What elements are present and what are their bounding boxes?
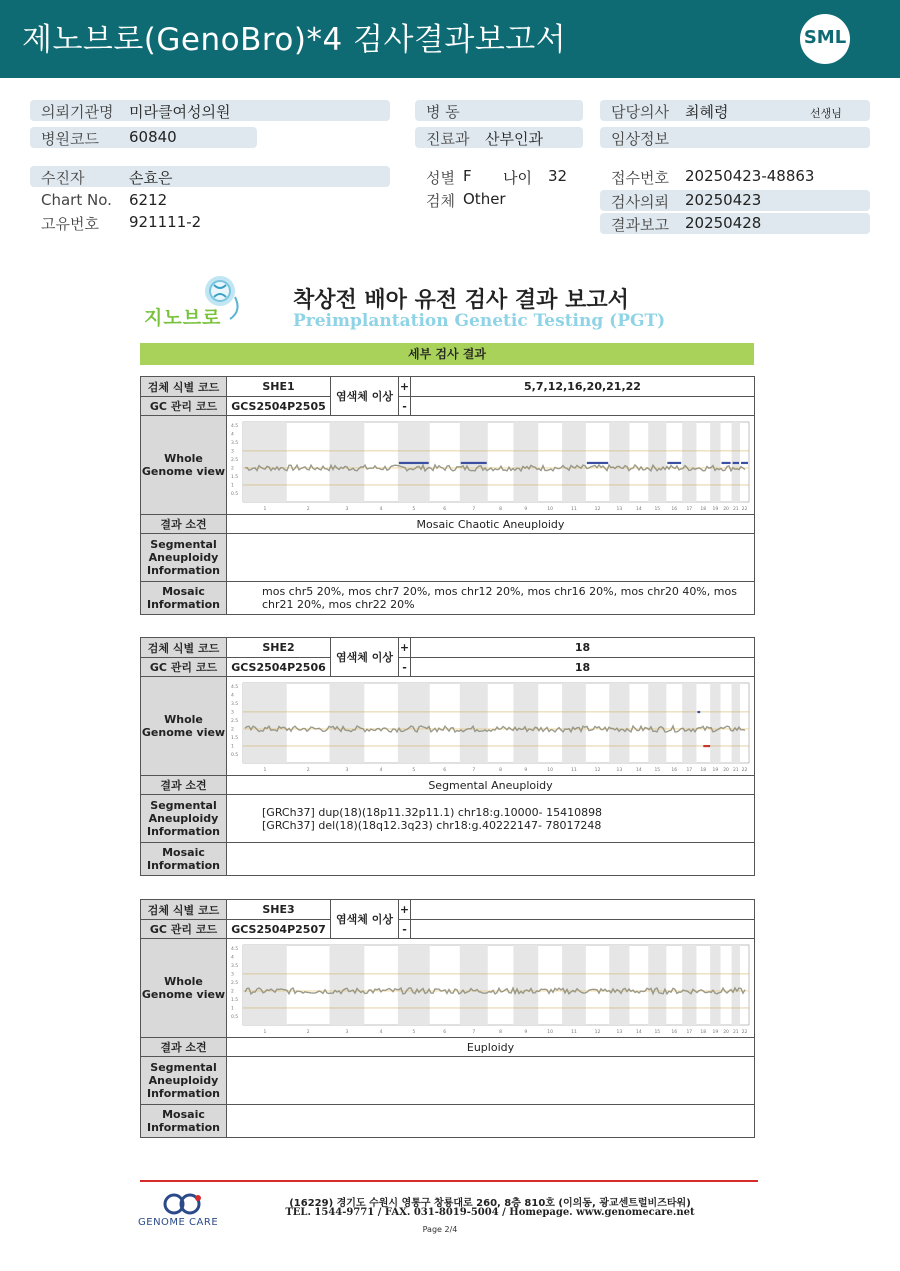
chromosome-tick-label: 10 — [547, 768, 554, 773]
document-title: 제노브로(GenoBro)*4 검사결과보고서 — [22, 22, 567, 58]
gc-code-label: GC 관리 코드 — [141, 658, 227, 677]
specimen-label: 검체 — [426, 192, 455, 210]
specimen-value: Other — [463, 190, 506, 208]
footer-address: (16229) 경기도 수원시 영통구 창룡대로 260, 8층 810호 (이의동, 광교센트럴비즈타워) — [289, 1198, 691, 1209]
chromosome-tick-label: 19 — [712, 768, 719, 773]
sample-table-3 — [140, 899, 755, 1138]
chromosome-band — [682, 945, 696, 1025]
chromosome-band — [562, 422, 586, 502]
chromosome-tick-label: 4 — [379, 768, 383, 773]
chromosome-band — [682, 683, 696, 763]
chart-label: Chart No. — [41, 191, 112, 209]
chromosome-tick-label: 15 — [654, 507, 661, 512]
genome-plot — [229, 941, 753, 1035]
chromosome-tick-label: 18 — [700, 768, 707, 773]
chromosome-band — [710, 422, 720, 502]
genome-plot — [229, 679, 753, 773]
sex-label: 성별 — [426, 169, 455, 187]
plot-frame — [243, 683, 749, 763]
doctor-label: 담당의사 — [611, 103, 669, 121]
dup-segment — [697, 711, 700, 713]
sml-logo — [800, 14, 850, 64]
sample-table-2 — [140, 637, 755, 876]
gain-segment — [587, 462, 608, 464]
chromosome-band — [710, 683, 720, 763]
chromosome-band — [562, 945, 586, 1025]
hospital-row — [30, 100, 390, 121]
chromosome-band — [243, 945, 287, 1025]
name-label: 수진자 — [41, 169, 85, 187]
y-tick-label: 2.5 — [231, 980, 239, 986]
genome-care-logo — [138, 1192, 228, 1232]
chromosome-band — [330, 945, 365, 1025]
y-tick-label: 4.5 — [231, 423, 239, 429]
chromosome-band — [398, 945, 430, 1025]
doctor-suffix: 선생님 — [810, 107, 842, 120]
gain-segment — [667, 462, 681, 464]
chromosome-band — [732, 945, 740, 1025]
minus-value — [411, 920, 755, 939]
ward-row — [415, 100, 583, 121]
plus-value: 5,7,12,16,20,21,22 — [411, 377, 755, 397]
sample-code-label: 검체 식별 코드 — [141, 900, 227, 920]
segmental-label: Segmental Aneuploidy Information — [141, 795, 227, 843]
segmental-value — [227, 1057, 755, 1105]
chromosome-tick-label: 21 — [732, 768, 739, 773]
sample-code-value: SHE1 — [227, 377, 331, 397]
y-tick-label: 1.5 — [231, 735, 239, 741]
chromosome-tick-label: 11 — [571, 1030, 577, 1035]
genome-care-text: GENOME CARE — [138, 1217, 219, 1228]
chromosome-band — [562, 683, 586, 763]
y-tick-label: 1 — [231, 1006, 234, 1012]
gc-code-value: GCS2504P2506 — [227, 658, 331, 677]
y-tick-label: 3 — [231, 449, 234, 455]
page-number: Page 2/4 — [422, 1225, 458, 1234]
hospital-value: 미라클여성의원 — [129, 103, 231, 121]
chromosome-tick-label: 5 — [412, 768, 416, 773]
plot-frame — [243, 945, 749, 1025]
section-title: 세부 검사 결과 — [140, 343, 754, 365]
sample-code-label: 검체 식별 코드 — [141, 377, 227, 397]
result-label: 결과 소견 — [141, 776, 227, 795]
report-label: 결과보고 — [611, 216, 669, 234]
mosaic-label: Mosaic Information — [141, 1105, 227, 1138]
y-tick-label: 0.5 — [231, 491, 239, 497]
chromosome-tick-label: 17 — [686, 507, 693, 512]
chromosome-tick-label: 1 — [263, 1030, 267, 1035]
sex-age-row — [415, 166, 595, 187]
chrom-abn-label: 염색체 이상 — [331, 900, 399, 939]
receipt-row — [600, 166, 870, 187]
chromosome-tick-label: 8 — [499, 507, 503, 512]
chromosome-tick-label: 18 — [700, 1030, 707, 1035]
sml-logo-text: SML — [803, 27, 847, 48]
report-value: 20250428 — [685, 214, 762, 232]
genobro-logo-text: 지노브로 — [144, 307, 222, 329]
y-tick-label: 0.5 — [231, 752, 239, 758]
chromosome-tick-label: 14 — [635, 1030, 642, 1035]
chromosome-band — [330, 422, 365, 502]
chromosome-tick-label: 2 — [306, 507, 310, 512]
sample-code-label: 검체 식별 코드 — [141, 638, 227, 658]
gc-code-label: GC 관리 코드 — [141, 920, 227, 939]
chromosome-tick-label: 20 — [723, 768, 729, 773]
ward-label: 병 동 — [426, 103, 460, 121]
chromosome-tick-label: 6 — [443, 1030, 447, 1035]
clinical-label: 임상정보 — [611, 130, 669, 148]
gain-segment — [741, 462, 748, 464]
mosaic-value — [227, 843, 755, 876]
chromosome-tick-label: 13 — [616, 1030, 623, 1035]
gain-segment — [461, 462, 487, 464]
report-title: 착상전 배아 유전 검사 결과 보고서 — [293, 288, 629, 313]
chromosome-band — [710, 945, 720, 1025]
y-tick-label: 4 — [231, 432, 234, 438]
chromosome-tick-label: 22 — [741, 507, 748, 512]
chromosome-band — [460, 945, 488, 1025]
chromosome-tick-label: 2 — [306, 1030, 310, 1035]
hospital-code-row — [30, 127, 257, 148]
chromosome-tick-label: 18 — [700, 507, 707, 512]
gc-code-value: GCS2504P2505 — [227, 397, 331, 416]
minus-sign: - — [399, 658, 411, 677]
chromosome-band — [609, 945, 629, 1025]
chromosome-tick-label: 11 — [571, 768, 577, 773]
y-tick-label: 1 — [231, 744, 234, 750]
y-tick-label: 1.5 — [231, 997, 239, 1003]
chromosome-tick-label: 8 — [499, 768, 503, 773]
genome-plot — [229, 418, 753, 512]
clinical-row — [600, 127, 870, 148]
minus-value — [411, 397, 755, 416]
request-value: 20250423 — [685, 191, 762, 209]
chromosome-band — [732, 683, 740, 763]
chromosome-tick-label: 2 — [306, 768, 310, 773]
chromosome-tick-label: 15 — [654, 1030, 661, 1035]
y-tick-label: 2 — [231, 727, 234, 733]
report-row — [600, 213, 870, 234]
result-value: Mosaic Chaotic Aneuploidy — [227, 515, 755, 534]
gain-segment — [399, 462, 429, 464]
chromosome-tick-label: 13 — [616, 768, 623, 773]
chromosome-tick-label: 12 — [594, 768, 601, 773]
id-label: 고유번호 — [41, 215, 99, 233]
chromosome-band — [609, 683, 629, 763]
chromosome-tick-label: 22 — [741, 1030, 748, 1035]
mosaic-label: Mosaic Information — [141, 582, 227, 615]
sample-code-value: SHE3 — [227, 900, 331, 920]
chromosome-tick-label: 16 — [671, 1030, 678, 1035]
y-tick-label: 3.5 — [231, 963, 239, 969]
footer-divider — [140, 1180, 758, 1182]
chromosome-band — [648, 683, 666, 763]
chromosome-tick-label: 22 — [741, 768, 748, 773]
chromosome-tick-label: 5 — [412, 1030, 416, 1035]
chromosome-tick-label: 3 — [345, 507, 349, 512]
y-tick-label: 2.5 — [231, 718, 239, 724]
chromosome-band — [648, 422, 666, 502]
chromosome-tick-label: 7 — [472, 1030, 476, 1035]
result-value: Euploidy — [227, 1038, 755, 1057]
y-tick-label: 2.5 — [231, 457, 239, 463]
chromosome-band — [460, 683, 488, 763]
chromosome-tick-label: 3 — [345, 768, 349, 773]
chrom-abn-label: 염색체 이상 — [331, 638, 399, 677]
chromosome-tick-label: 1 — [263, 507, 267, 512]
doctor-row — [600, 100, 870, 121]
age-label: 나이 — [503, 169, 532, 187]
chromosome-tick-label: 3 — [345, 1030, 349, 1035]
chromosome-band — [513, 683, 538, 763]
chromosome-band — [609, 422, 629, 502]
id-value: 921111-2 — [129, 213, 202, 231]
y-tick-label: 3 — [231, 972, 234, 978]
chromosome-tick-label: 16 — [671, 768, 678, 773]
segmental-label: Segmental Aneuploidy Information — [141, 1057, 227, 1105]
chromosome-tick-label: 20 — [723, 507, 729, 512]
segmental-line: [GRCh37] dup(18)(18p11.32p11.1) chr18:g.10000- 15410898 — [262, 805, 603, 819]
chromosome-band — [648, 945, 666, 1025]
gc-code-label: GC 관리 코드 — [141, 397, 227, 416]
chromosome-tick-label: 6 — [443, 507, 447, 512]
gain-segment — [733, 462, 739, 464]
y-tick-label: 3.5 — [231, 701, 239, 707]
whole-genome-label: Whole Genome view — [141, 416, 227, 515]
request-label: 검사의뢰 — [611, 193, 669, 211]
genome-plot-cell — [227, 677, 755, 776]
chromosome-band — [330, 683, 365, 763]
plus-value: 18 — [411, 638, 755, 658]
segmental-line: [GRCh37] del(18)(18q12.3q23) chr18:g.40222147- 78017248 — [262, 818, 602, 832]
chromosome-tick-label: 19 — [712, 507, 719, 512]
y-tick-label: 4 — [231, 693, 234, 699]
whole-genome-label: Whole Genome view — [141, 677, 227, 776]
chromosome-tick-label: 7 — [472, 768, 476, 773]
y-tick-label: 1.5 — [231, 474, 239, 480]
minus-value: 18 — [411, 658, 755, 677]
chromosome-tick-label: 10 — [547, 507, 554, 512]
y-tick-label: 4.5 — [231, 946, 239, 952]
chromosome-tick-label: 4 — [379, 1030, 383, 1035]
doctor-value: 최혜령 — [685, 103, 729, 121]
plus-value — [411, 900, 755, 920]
sex-value: F — [463, 167, 472, 185]
chromosome-tick-label: 21 — [732, 507, 739, 512]
y-tick-label: 2 — [231, 989, 234, 995]
chromosome-band — [398, 683, 430, 763]
plus-sign: + — [399, 638, 411, 658]
chromosome-tick-label: 17 — [686, 768, 693, 773]
segmental-value — [227, 795, 755, 843]
request-row — [600, 190, 870, 211]
chromosome-tick-label: 4 — [379, 507, 383, 512]
id-row — [30, 212, 330, 233]
result-label: 결과 소견 — [141, 1038, 227, 1057]
y-tick-label: 1 — [231, 483, 234, 489]
hospital-code-value: 60840 — [129, 128, 177, 146]
hospital-code-label: 병원코드 — [41, 130, 99, 148]
mosaic-label: Mosaic Information — [141, 843, 227, 876]
dept-value: 산부인과 — [485, 130, 543, 148]
chromosome-band — [513, 422, 538, 502]
chromosome-tick-label: 9 — [524, 1030, 528, 1035]
chromosome-tick-label: 8 — [499, 1030, 503, 1035]
del-segment — [703, 745, 710, 747]
y-tick-label: 3.5 — [231, 440, 239, 446]
genome-plot-cell — [227, 416, 755, 515]
chromosome-tick-label: 11 — [571, 507, 577, 512]
name-value: 손효은 — [129, 169, 173, 187]
receipt-value: 20250423-48863 — [685, 167, 815, 185]
chromosome-tick-label: 13 — [616, 507, 623, 512]
chromosome-tick-label: 12 — [594, 1030, 601, 1035]
y-tick-label: 0.5 — [231, 1014, 239, 1020]
genobro-logo — [142, 273, 252, 333]
chromosome-tick-label: 10 — [547, 1030, 554, 1035]
mosaic-value — [227, 1105, 755, 1138]
chromosome-tick-label: 12 — [594, 507, 601, 512]
chromosome-tick-label: 20 — [723, 1030, 729, 1035]
minus-sign: - — [399, 397, 411, 416]
chromosome-tick-label: 1 — [263, 768, 267, 773]
y-tick-label: 2 — [231, 466, 234, 472]
footer-contact: TEL. 1544-9771 / FAX. 031-8019-5004 / Homepage. www.genomecare.net — [285, 1207, 695, 1218]
age-value: 32 — [548, 167, 568, 185]
chart-value: 6212 — [129, 191, 168, 209]
top-banner — [0, 0, 900, 78]
segmental-value — [227, 534, 755, 582]
chromosome-tick-label: 5 — [412, 507, 416, 512]
chromosome-tick-label: 21 — [732, 1030, 739, 1035]
chromosome-band — [682, 422, 696, 502]
chromosome-tick-label: 15 — [654, 768, 661, 773]
chromosome-band — [513, 945, 538, 1025]
report-subtitle: Preimplantation Genetic Testing (PGT) — [293, 311, 666, 331]
sample-table-1 — [140, 376, 755, 615]
chromosome-tick-label: 6 — [443, 768, 447, 773]
result-value: Segmental Aneuploidy — [227, 776, 755, 795]
plus-sign: + — [399, 900, 411, 920]
receipt-label: 접수번호 — [611, 169, 669, 187]
dept-row — [415, 127, 583, 148]
chromosome-tick-label: 16 — [671, 507, 678, 512]
specimen-row — [415, 189, 595, 210]
y-tick-label: 3 — [231, 710, 234, 716]
chromosome-band — [243, 683, 287, 763]
chromosome-tick-label: 19 — [712, 1030, 719, 1035]
result-label: 결과 소견 — [141, 515, 227, 534]
dept-label: 진료과 — [426, 130, 470, 148]
y-tick-label: 4.5 — [231, 684, 239, 690]
name-row — [30, 166, 390, 187]
chromosome-tick-label: 17 — [686, 1030, 693, 1035]
chromosome-band — [243, 422, 287, 502]
chromosome-tick-label: 9 — [524, 768, 528, 773]
chromosome-tick-label: 7 — [472, 507, 476, 512]
gain-segment — [722, 462, 731, 464]
genome-plot-cell — [227, 939, 755, 1038]
minus-sign: - — [399, 920, 411, 939]
chart-row — [30, 190, 330, 211]
whole-genome-label: Whole Genome view — [141, 939, 227, 1038]
mosaic-value: mos chr5 20%, mos chr7 20%, mos chr12 20%, mos chr16 20%, mos chr20 40%, mos chr21 20%, mos chr22 20% — [227, 582, 755, 615]
chromosome-tick-label: 14 — [635, 768, 642, 773]
y-tick-label: 4 — [231, 955, 234, 961]
chromosome-tick-label: 14 — [635, 507, 642, 512]
plus-sign: + — [399, 377, 411, 397]
gc-code-value: GCS2504P2507 — [227, 920, 331, 939]
chrom-abn-label: 염색체 이상 — [331, 377, 399, 416]
sample-code-value: SHE2 — [227, 638, 331, 658]
hospital-label: 의뢰기관명 — [41, 103, 114, 121]
chromosome-tick-label: 9 — [524, 507, 528, 512]
segmental-label: Segmental Aneuploidy Information — [141, 534, 227, 582]
